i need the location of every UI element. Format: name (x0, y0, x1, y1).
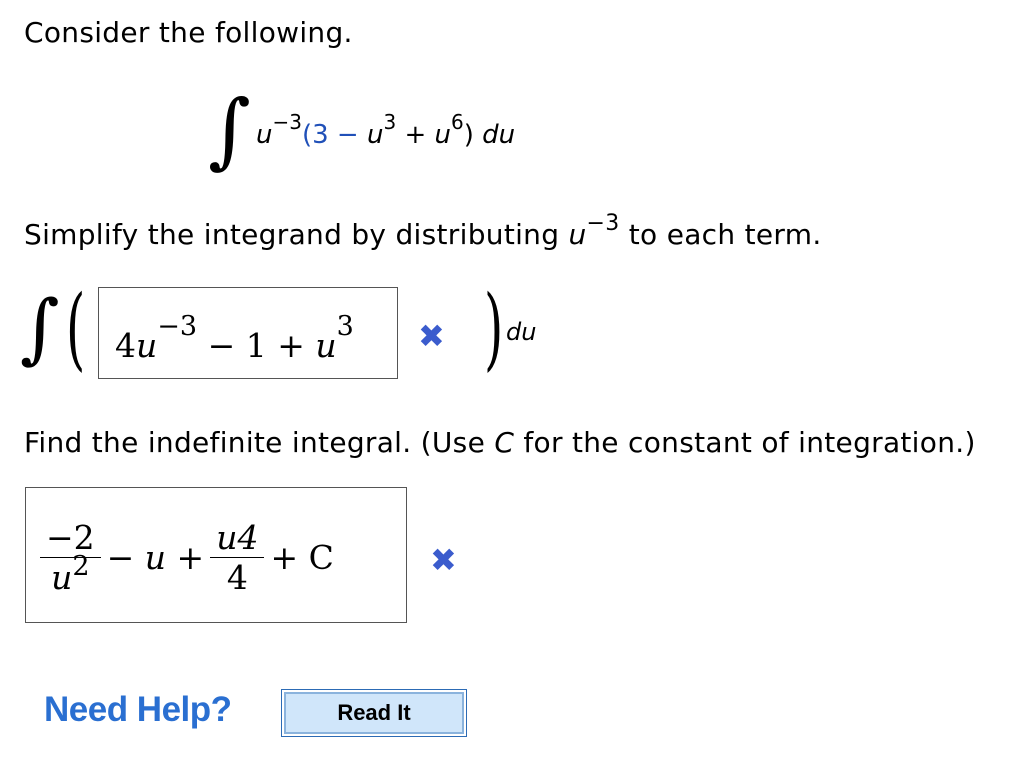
step2-answer-expression: $\frac{-2}{u^2}$ − u + $\frac{u4}{4}$ + C (40, 504, 334, 610)
need-help-label: Need Help? (44, 690, 232, 729)
read-it-button[interactable]: Read It (284, 692, 464, 734)
step2-answer-field[interactable] (25, 487, 407, 623)
open-paren: ( (66, 276, 86, 381)
step2-prompt: Find the indefinite integral. (Use C for the constant of integration.) (24, 426, 976, 459)
step1-prompt: Simplify the integrand by distributing $u^{-3}$ to each term. (24, 211, 822, 251)
fraction: $\frac{u4}{4}$ (210, 518, 264, 597)
step1-du: du (506, 318, 537, 346)
integral-sign-icon: ∫ (208, 83, 251, 178)
intro-text: Consider the following. (24, 16, 353, 49)
step1-answer-field[interactable] (98, 287, 398, 379)
integral-sign-icon: ∫ (20, 283, 60, 372)
fraction: $\frac{-2}{u^2}$ (40, 518, 101, 597)
integrand: $u^{-3}(3 - u^3 + u^6)$ du (256, 110, 516, 150)
incorrect-icon: ✖ (418, 317, 445, 355)
step1-answer-expression: $4u^{-3} - 1 + u^3$ (115, 311, 354, 365)
close-paren: ) (484, 276, 504, 381)
incorrect-icon: ✖ (430, 541, 457, 579)
